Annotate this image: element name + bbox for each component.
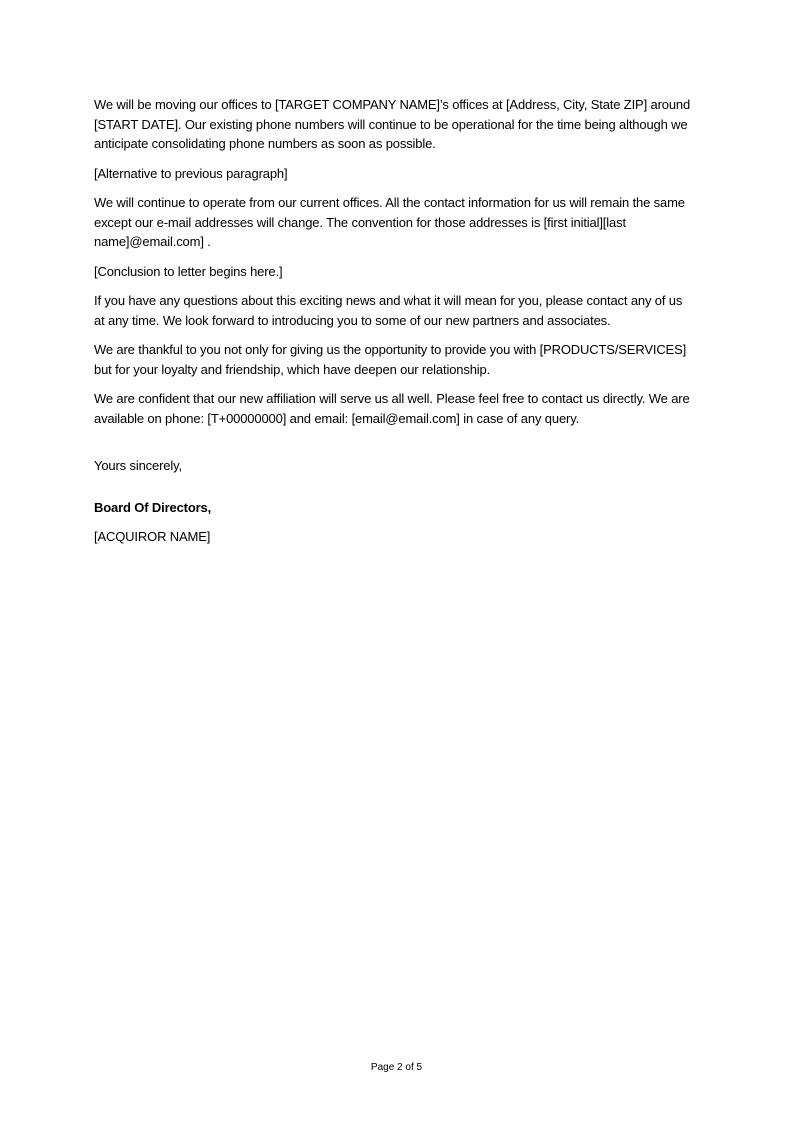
page-footer (0, 1061, 793, 1075)
paragraph-contact: We are confident that our new affiliation will serve us all well. Please feel free to contact us directly. We are available on phone: [T+00000000] and email: [email@email.com] in case of any query. (94, 391, 690, 426)
paragraph-questions: If you have any questions about this exciting news and what it will mean for you, please contact any of us at any time. We look forward to introducing you to some of our new partners and associates. (94, 293, 683, 328)
paragraph-office-move: We will be moving our offices to [TARGET COMPANY NAME]’s offices at [Address, City, State ZIP] around [START DATE]. Our existing phone numbers will continue to be operational for the time being although we anticipate consolidating phone numbers as soon as possible. (94, 97, 691, 151)
paragraph-current-offices: We will continue to operate from our current offices. All the contact information for us will remain the same except our e-mail addresses will change. The convention for those addresses is [first initial][last name]@email.com] . (94, 195, 685, 249)
page-number: Page 2 of 5 (370, 1062, 423, 1073)
paragraph-alternative-note: [Alternative to previous paragraph] (94, 165, 288, 181)
signature-name: [ACQUIROR NAME] (94, 529, 211, 544)
paragraph-thanks: We are thankful to you not only for giving us the opportunity to provide you with [PRODUCTS/SERVICES] but for your loyalty and friendship, which have deepen our relationship. (94, 342, 687, 377)
closing-salutation: Yours sincerely, (94, 458, 182, 473)
paragraph-conclusion-note: [Conclusion to letter begins here.] (94, 263, 283, 279)
letter-body (94, 95, 694, 557)
signature-title: Board Of Directors, (94, 499, 212, 515)
